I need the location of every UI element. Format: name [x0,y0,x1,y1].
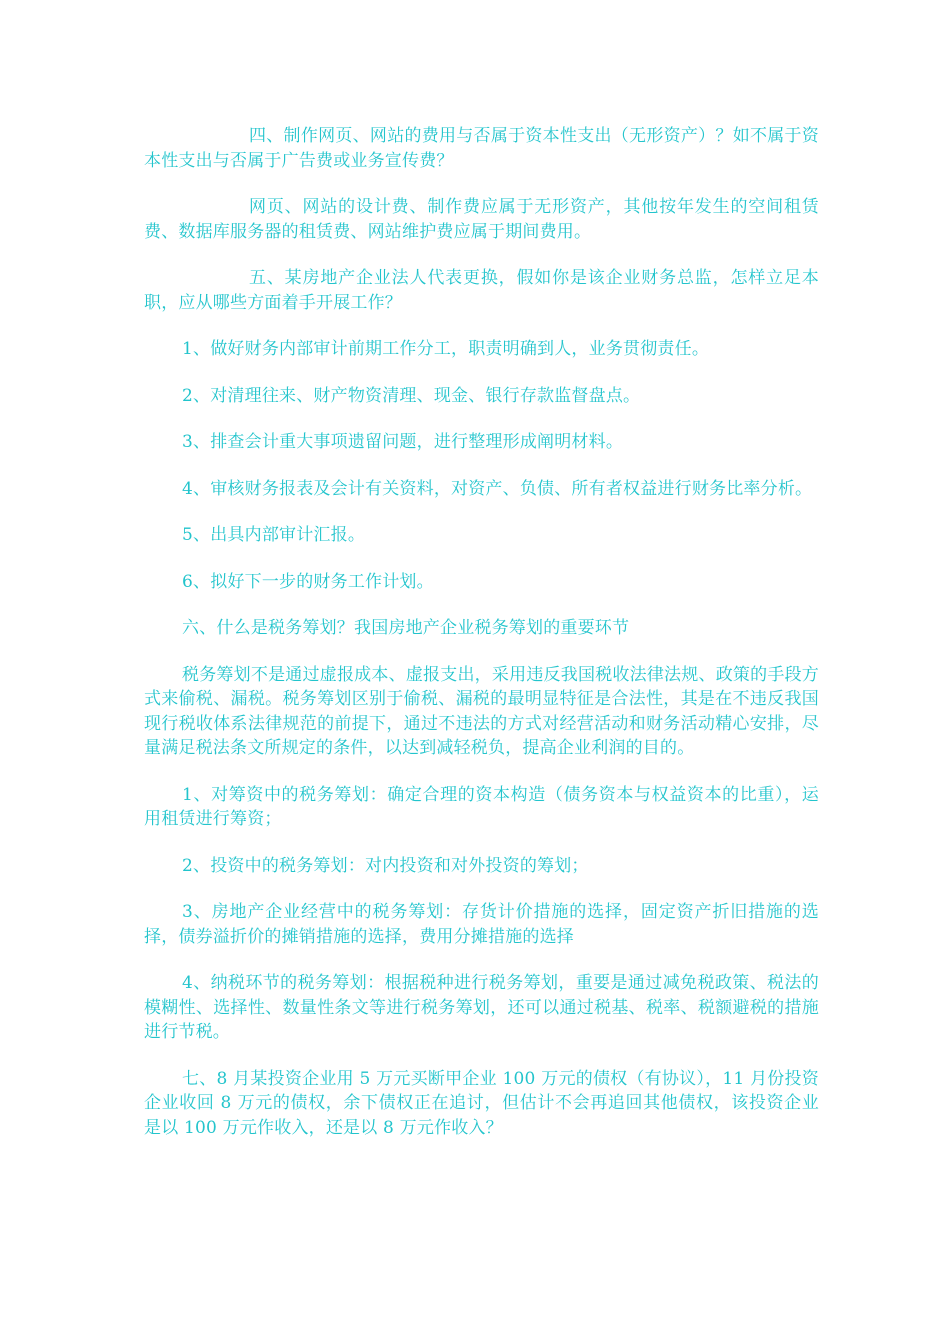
answer-5-item-2: 2、对清理往来、财产物资清理、现金、银行存款监督盘点。 [182,385,641,406]
question-4-paragraph: 四、制作网页、网站的费用与否属于资本性支出（无形资产）？如不属于资本性支出与否属于广告费或业务宣传费？ [144,126,819,171]
answer-5-item-5: 5、出具内部审计汇报。 [182,525,366,545]
answer-5-item-6: 6、拟好下一步的财务工作计划。 [182,571,434,592]
answer-6-item-1: 1、对筹资中的税务筹划：确定合理的资本构造（债务资本与权益资本的比重），运用租赁进行筹资； [144,784,819,829]
answer-6-item-2: 2、投资中的税务筹划：对内投资和对外投资的筹划； [182,855,589,876]
document-body [144,124,819,1162]
answer-5-item-3: 3、排查会计重大事项遗留问题，进行整理形成阐明材料。 [182,432,624,452]
question-5-paragraph: 五、某房地产企业法人代表更换，假如你是该企业财务总监，怎样立足本职，应从哪些方面着手开展工作？ [144,268,819,313]
question-6-paragraph: 六、什么是税务筹划？我国房地产企业税务筹划的重要环节 [182,618,630,638]
answer-6-intro-paragraph: 税务筹划不是通过虚报成本、虚报支出，采用违反我国税收法律法规、政策的手段方式来偷税、漏税。税务筹划区别于偷税、漏税的最明显特征是合法性，其是在不违反我国现行税收体系法律规范的前提下，通过不违法的方式对经营活动和财务活动精心安排，尽量满足税法条文所规定的条件，以达到减轻税负，提高企业利润的目的。 [144,664,819,758]
question-7-paragraph: 七、8 月某投资企业用 5 万元买断甲企业 100 万元的债权（有协议），11 月份投资企业收回 8 万元的债权，余下债权正在追讨，但估计不会再追回其他债权，该投资企业是以 100 万元作收入，还是以 8 万元作收入？ [144,1068,819,1138]
answer-6-item-4: 4、纳税环节的税务筹划：根据税种进行税务筹划，重要是通过减免税政策、税法的模糊性、选择性、数量性条文等进行税务筹划，还可以通过税基、税率、税额避税的措施进行节税。 [144,973,819,1042]
answer-4-paragraph: 网页、网站的设计费、制作费应属于无形资产，其他按年发生的空间租赁费、数据库服务器的租赁费、网站维护费应属于期间费用。 [144,197,819,242]
answer-6-item-3: 3、房地产企业经营中的税务筹划：存货计价措施的选择，固定资产折旧措施的选择，债券溢折价的摊销措施的选择，费用分摊措施的选择 [144,902,819,947]
answer-5-item-4: 4、审核财务报表及会计有关资料，对资产、负债、所有者权益进行财务比率分析。 [182,478,813,499]
answer-5-item-1: 1、做好财务内部审计前期工作分工，职责明确到人，业务贯彻责任。 [182,339,710,359]
